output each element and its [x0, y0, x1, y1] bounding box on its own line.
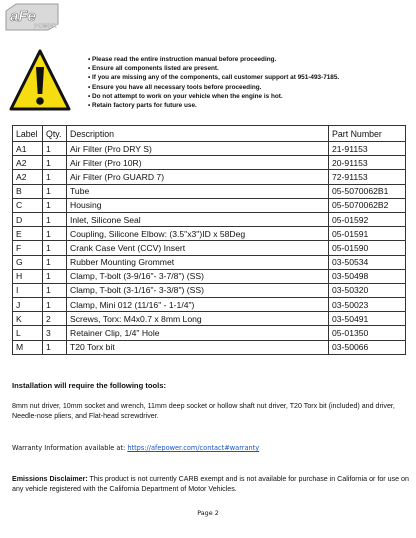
- cell-description: Housing: [67, 198, 329, 212]
- note-item: • Ensure you have all necessary tools before proceeding.: [88, 83, 262, 91]
- cell-part-number: 03-50534: [329, 255, 406, 269]
- cell-description: Crank Case Vent (CCV) Insert: [67, 241, 329, 255]
- cell-qty: 1: [43, 283, 67, 297]
- cell-part-number: 21-91153: [329, 142, 406, 156]
- header-qty: Qty.: [43, 126, 67, 142]
- table-row: [13, 227, 406, 241]
- cell-qty: 3: [43, 326, 67, 340]
- cell-description: Clamp, T-bolt (3-1/16"- 3-3/8") (SS): [67, 283, 329, 297]
- cell-qty: 1: [43, 156, 67, 170]
- cell-label: A2: [13, 170, 43, 184]
- table-header-row: [13, 126, 406, 142]
- afe-power-logo: [4, 2, 60, 32]
- cell-description: Retainer Clip, 1/4" Hole: [67, 326, 329, 340]
- cell-label: F: [13, 241, 43, 255]
- cell-label: I: [13, 283, 43, 297]
- warranty-label: Warranty Information available at:: [12, 444, 128, 452]
- page-number: Page 2: [197, 509, 219, 517]
- cell-label: A1: [13, 142, 43, 156]
- cell-qty: 1: [43, 241, 67, 255]
- cell-label: J: [13, 298, 43, 312]
- cell-label: C: [13, 198, 43, 212]
- cell-part-number: 05-01591: [329, 227, 406, 241]
- warning-triangle-icon: [9, 48, 71, 112]
- note-item: • Ensure all components listed are present.: [88, 65, 219, 73]
- tools-list-text: 8mm nut driver, 10mm socket and wrench, 11mm deep socket or hollow shaft nut driver, T20 Torx bit (included) and driver, Needle-nose pliers, and Flat-head screwdriver.: [12, 402, 395, 420]
- cell-part-number: 05-01350: [329, 326, 406, 340]
- cell-part-number: 05-01590: [329, 241, 406, 255]
- cell-qty: 1: [43, 142, 67, 156]
- cell-qty: 2: [43, 312, 67, 326]
- cell-qty: 1: [43, 255, 67, 269]
- logo-subtext: POWER: [34, 24, 57, 30]
- table-row: [13, 241, 406, 255]
- cell-label: L: [13, 326, 43, 340]
- precaution-list: [88, 55, 413, 110]
- header-description: Description: [67, 126, 329, 142]
- cell-part-number: 03-50498: [329, 269, 406, 283]
- cell-label: B: [13, 184, 43, 198]
- table-row: [13, 170, 406, 184]
- table-row: [13, 298, 406, 312]
- cell-label: K: [13, 312, 43, 326]
- cell-label: D: [13, 212, 43, 226]
- table-row: [13, 340, 406, 354]
- cell-description: Clamp, T-bolt (3-9/16"- 3-7/8") (SS): [67, 269, 329, 283]
- table-row: [13, 283, 406, 297]
- emissions-text: This product is not currently CARB exempt and is not available for purchase in California or for use on any vehicle registered with the California Department of Motor Vehicles.: [12, 475, 409, 493]
- cell-label: E: [13, 227, 43, 241]
- cell-qty: 1: [43, 298, 67, 312]
- warranty-info: [12, 444, 259, 452]
- cell-part-number: 03-50491: [329, 312, 406, 326]
- cell-label: G: [13, 255, 43, 269]
- parts-table: [12, 125, 406, 355]
- cell-qty: 1: [43, 184, 67, 198]
- cell-qty: 1: [43, 198, 67, 212]
- cell-description: Coupling, Silicone Elbow: (3.5"x3")ID x 58Deg: [67, 227, 329, 241]
- cell-description: Rubber Mounting Grommet: [67, 255, 329, 269]
- header-label: Label: [13, 126, 43, 142]
- cell-description: Air Filter (Pro 10R): [67, 156, 329, 170]
- cell-part-number: 03-50066: [329, 340, 406, 354]
- table-row: [13, 326, 406, 340]
- table-row: [13, 255, 406, 269]
- cell-part-number: 05-5070062B1: [329, 184, 406, 198]
- table-row: [13, 312, 406, 326]
- logo-text: aFe: [10, 8, 36, 25]
- cell-label: A2: [13, 156, 43, 170]
- tools-heading: Installation will require the following tools:: [12, 381, 166, 390]
- cell-part-number: 05-5070062B2: [329, 198, 406, 212]
- note-item: • Please read the entire instruction manual before proceeding.: [88, 56, 277, 63]
- cell-description: Air Filter (Pro GUARD 7): [67, 170, 329, 184]
- warranty-link[interactable]: https://afepower.com/contact#warranty: [127, 444, 260, 452]
- cell-part-number: 72-91153: [329, 170, 406, 184]
- cell-part-number: 05-01592: [329, 212, 406, 226]
- table-row: [13, 212, 406, 226]
- cell-part-number: 03-50023: [329, 298, 406, 312]
- note-item: • Retain factory parts for future use.: [88, 102, 197, 110]
- cell-description: Clamp, Mini 012 (11/16" - 1-1/4"): [67, 298, 329, 312]
- cell-description: Inlet, Silicone Seal: [67, 212, 329, 226]
- table-row: [13, 184, 406, 198]
- table-row: [13, 269, 406, 283]
- table-row: [13, 198, 406, 212]
- cell-qty: 1: [43, 227, 67, 241]
- cell-qty: 1: [43, 212, 67, 226]
- cell-description: Tube: [67, 184, 329, 198]
- note-item: • If you are missing any of the components, call customer support at 951-493-7185.: [88, 74, 340, 82]
- cell-description: T20 Torx bit: [67, 340, 329, 354]
- cell-qty: 1: [43, 340, 67, 354]
- emissions-label: Emissions Disclaimer:: [12, 475, 88, 483]
- cell-description: Screws, Torx: M4x0.7 x 8mm Long: [67, 312, 329, 326]
- table-row: [13, 156, 406, 170]
- cell-label: M: [13, 340, 43, 354]
- cell-part-number: 20-91153: [329, 156, 406, 170]
- cell-part-number: 03-50320: [329, 283, 406, 297]
- note-item: • Do not attempt to work on your vehicle when the engine is hot.: [88, 92, 283, 100]
- table-row: [13, 142, 406, 156]
- cell-qty: 1: [43, 269, 67, 283]
- cell-qty: 1: [43, 170, 67, 184]
- cell-label: H: [13, 269, 43, 283]
- cell-description: Air Filter (Pro DRY S): [67, 142, 329, 156]
- header-part-number: Part Number: [329, 126, 406, 142]
- emissions-disclaimer: [12, 474, 410, 494]
